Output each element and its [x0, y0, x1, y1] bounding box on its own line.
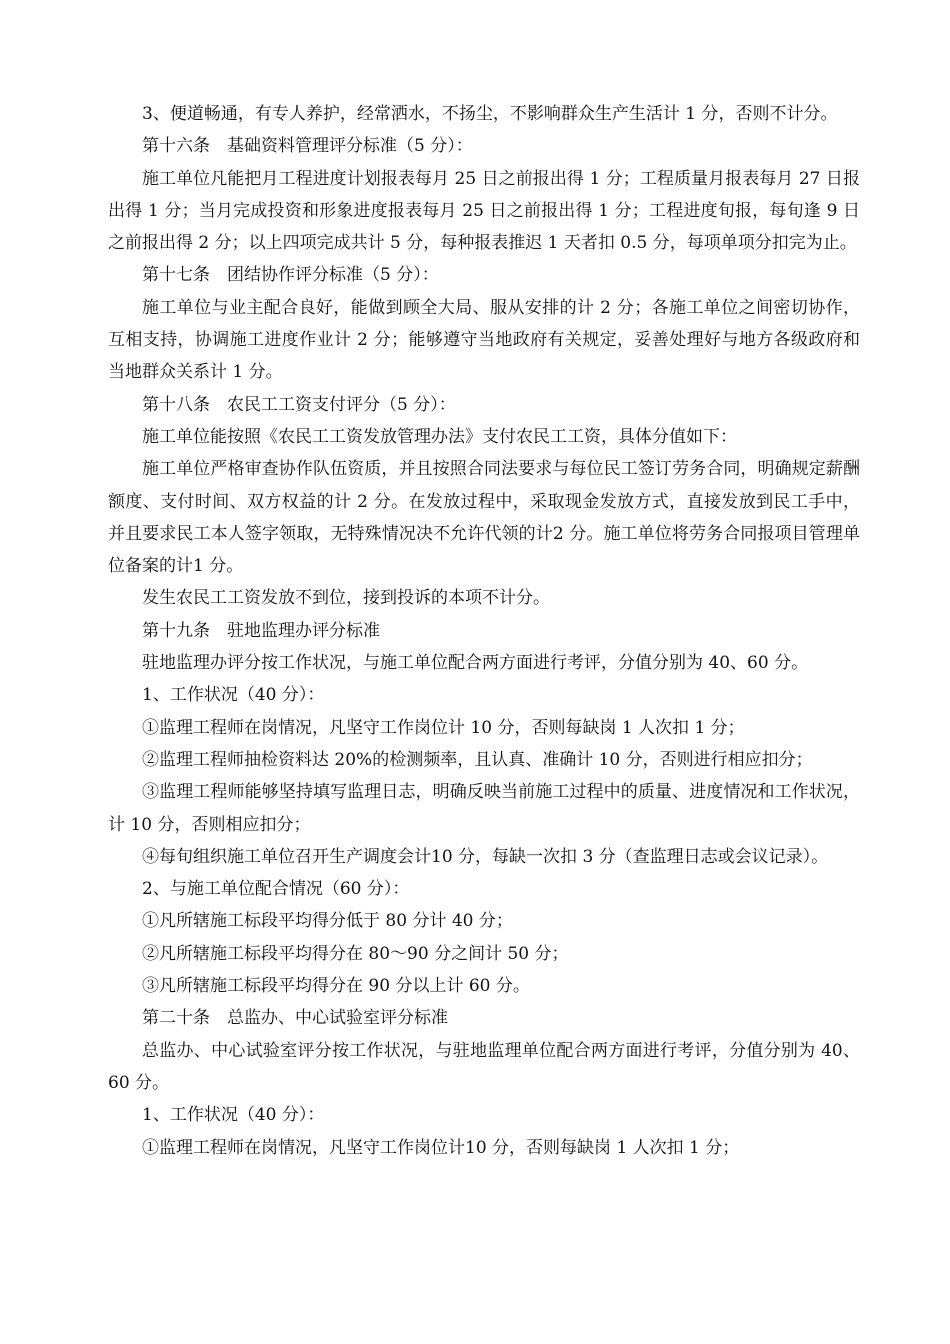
paragraph-wage-details: 施工单位严格审查协作队伍资质，并且按照合同法要求与每位民工签订劳务合同，明确规定薪酬额度、支付时间、双方权益的计 2 分。在发放过程中，采取现金发放方式，直接发放到民工手中，并且要求民工本人签字领取，无特殊情况决不允许代领的计2 分。施工单位将劳务合同报项目管理单位备案的计1 分。 — [108, 459, 860, 577]
subheading-cooperation: 2、与施工单位配合情况（60 分）： — [142, 879, 410, 900]
paragraph-report-deadlines: 施工单位凡能把月工程进度计划报表每月 25 日之前报出得 1 分；工程质量月报表每月 27 日报出得 1 分；当月完成投资和形象进度报表每月 25 日之前报出得 1 分；工程进度旬报，每旬逢 9 日之前报出得 2 分；以上四项完成共计 5 分，每种报表推迟 1 天者扣 0.5 分，每项单项分扣完为止。 — [108, 168, 860, 254]
heading-article-19: 第十九条 驻地监理办评分标准 — [142, 620, 380, 641]
heading-article-20: 第二十条 总监办、中心试验室评分标准 — [142, 1008, 448, 1029]
heading-article-16: 第十六条 基础资料管理评分标准（5 分）： — [142, 136, 473, 157]
subheading-work-status: 1、工作状况（40 分）： — [142, 685, 325, 706]
list-item-7: ③凡所辖施工标段平均得分在 90 分以上计 60 分。 — [142, 976, 530, 997]
paragraph-road-maintenance: 3、便道畅通，有专人养护，经常洒水，不扬尘，不影响群众生产生活计 1 分，否则不计分。 — [142, 104, 838, 124]
list-item-6: ②凡所辖施工标段平均得分在 80～90 分之间计 50 分； — [142, 943, 569, 964]
heading-article-17: 第十七条 团结协作评分标准（5 分）： — [142, 265, 439, 286]
document-body — [108, 98, 860, 1164]
paragraph-chief-office-scoring: 总监办、中心试验室评分按工作状况，与驻地监理单位配合两方面进行考评，分值分别为 40、60 分。 — [108, 1040, 860, 1093]
subheading-work-status-2: 1、工作状况（40 分）： — [142, 1105, 325, 1126]
list-item-2: ②监理工程师抽检资料达 20%的检测频率，且认真、准确计 10 分，否则进行相应扣分； — [142, 749, 813, 770]
list-item-4: ④每旬组织施工单位召开生产调度会计10 分，每缺一次扣 3 分（查监理日志或会议记录）。 — [142, 846, 829, 867]
paragraph-wage-complaint: 发生农民工工资发放不到位，接到投诉的本项不计分。 — [142, 588, 550, 609]
list-item-5: ①凡所辖施工标段平均得分低于 80 分计 40 分； — [142, 911, 513, 932]
paragraph-cooperation: 施工单位与业主配合良好，能做到顾全大局、服从安排的计 2 分；各施工单位之间密切协作，互相支持，协调施工进度作业计 2 分；能够遵守当地政府有关规定，妥善处理好与地方各级政府和当地群众关系计 1 分。 — [108, 297, 860, 383]
paragraph-wage-intro: 施工单位能按照《农民工工资发放管理办法》支付农民工工资，具体分值如下： — [142, 426, 737, 447]
list-item-3: ③监理工程师能够坚持填写监理日志，明确反映当前施工过程中的质量、进度情况和工作状况，计 10 分，否则相应扣分； — [108, 782, 860, 835]
heading-article-18: 第十八条 农民工工资支付评分（5 分）： — [142, 394, 456, 415]
paragraph-resident-office-scoring: 驻地监理办评分按工作状况，与施工单位配合两方面进行考评，分值分别为 40、60 分。 — [142, 653, 809, 674]
list-item-1: ①监理工程师在岗情况，凡坚守工作岗位计 10 分，否则每缺岗 1 人次扣 1 分； — [142, 717, 745, 738]
list-item-8: ①监理工程师在岗情况，凡坚守工作岗位计10 分，否则每缺岗 1 人次扣 1 分； — [142, 1137, 740, 1158]
